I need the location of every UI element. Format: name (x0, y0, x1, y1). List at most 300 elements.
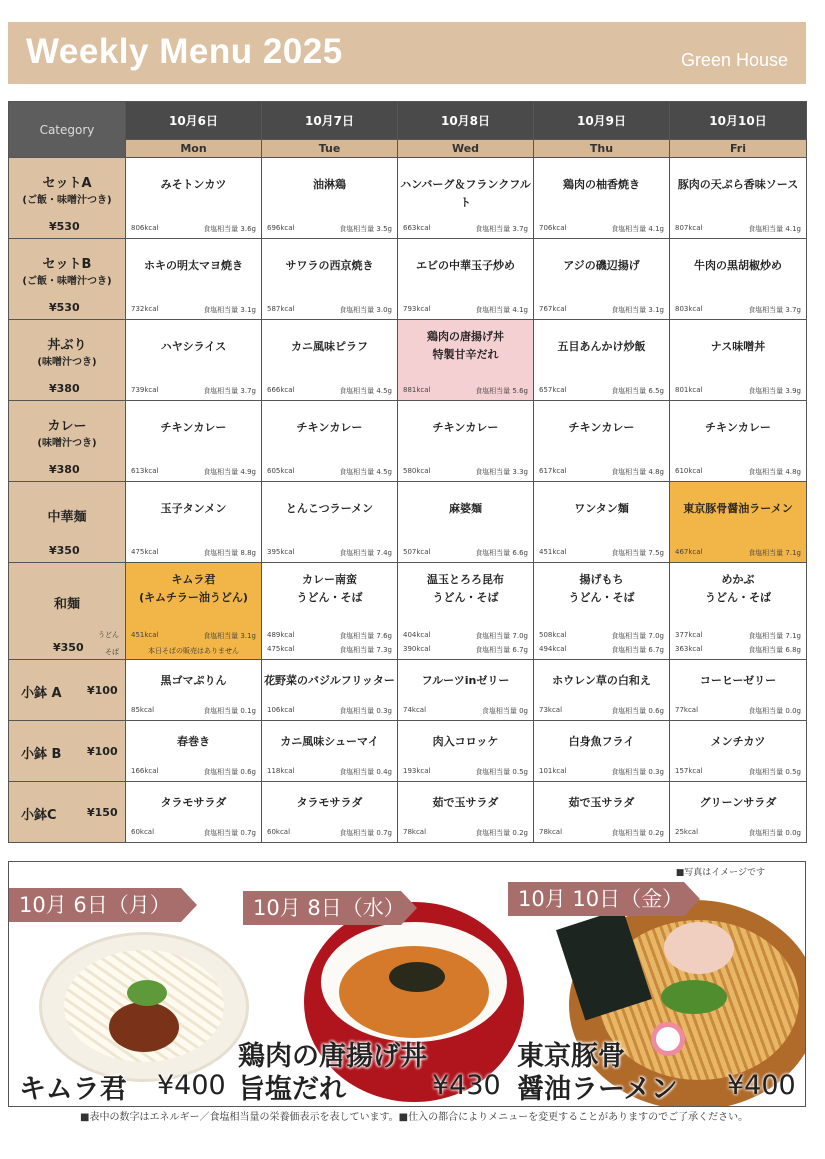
category-cell (9, 482, 126, 563)
kcal-value: 73kcal (539, 706, 563, 714)
nutrition (539, 224, 664, 234)
nutrition (539, 305, 664, 315)
category-cell (9, 158, 126, 239)
title-banner (8, 22, 806, 84)
date-header: 10月9日 (534, 102, 670, 140)
day-header: Wed (398, 140, 534, 158)
kcal-value: 739kcal (131, 386, 159, 394)
menu-row (9, 563, 807, 660)
day-header: Thu (534, 140, 670, 158)
dish-name: タラモサラダ (160, 796, 227, 809)
salt-value: 食塩相当量 0.5g (748, 768, 801, 776)
kcal-value: 610kcal (675, 467, 703, 475)
salt-value: 食塩相当量 0.5g (475, 768, 528, 776)
menu-cell (398, 239, 534, 320)
nutrition (675, 767, 801, 777)
category-name: 小鉢 A (21, 686, 62, 701)
category-price: ¥100 (87, 745, 118, 758)
salt-value: 食塩相当量 7.1g (748, 549, 801, 557)
nutrition-udon (267, 631, 392, 641)
dish-line: 温玉とろろ昆布 (427, 573, 504, 586)
nutrition (403, 224, 528, 234)
dish-line: (キムチラー油うどん) (139, 591, 248, 604)
dish-name (400, 328, 531, 364)
menu-cell (262, 239, 398, 320)
category-cell (9, 401, 126, 482)
feature-date-tag: 10月 6日（月） (9, 888, 181, 922)
nutrition-soba (403, 645, 528, 655)
menu-cell (126, 158, 262, 239)
nutrition (403, 305, 528, 315)
menu-cell (398, 660, 534, 721)
dish-name: ホウレン草の白和え (552, 674, 651, 687)
category-note: (味噌汁つき) (37, 357, 97, 368)
kcal-value: 106kcal (267, 706, 295, 714)
nutrition (131, 386, 256, 396)
kcal-value: 390kcal (403, 645, 431, 653)
salt-value: 食塩相当量 6.5g (611, 387, 664, 395)
salt-value: 食塩相当量 6.8g (748, 646, 801, 654)
nutrition (267, 767, 392, 777)
nutrition (403, 828, 528, 838)
salt-value: 食塩相当量 0.7g (339, 829, 392, 837)
date-header: 10月7日 (262, 102, 398, 140)
kcal-value: 732kcal (131, 305, 159, 313)
feature-name-line2: 旨塩だれ (238, 1074, 346, 1105)
salt-value: 食塩相当量 4.8g (748, 468, 801, 476)
kcal-value: 793kcal (403, 305, 431, 313)
nutrition (267, 828, 392, 838)
nutrition (131, 706, 256, 716)
dish-name: フルーツinゼリー (421, 674, 510, 687)
page-title: Weekly Menu 2025 (26, 32, 343, 71)
salt-value: 食塩相当量 6.7g (611, 646, 664, 654)
salt-value: 食塩相当量 4.9g (203, 468, 256, 476)
nutrition-udon (675, 631, 801, 641)
menu-cell (126, 482, 262, 563)
nutrition (539, 467, 664, 477)
brand-logo: Green House (680, 50, 788, 70)
nutrition-soba (675, 645, 801, 655)
dish-name: チキンカレー (705, 421, 771, 434)
menu-row (9, 401, 807, 482)
feature-name: 東京豚骨 (517, 1041, 625, 1072)
menu-cell (670, 320, 807, 401)
category-price: ¥350 (49, 544, 80, 557)
kcal-value: 881kcal (403, 386, 431, 394)
dish-name: ホキの明太マヨ焼き (144, 259, 243, 272)
salt-value: 食塩相当量 7.1g (748, 632, 801, 640)
menu-cell (126, 782, 262, 843)
dish-name: ハンバーグ＆フランクフルト (400, 178, 531, 209)
date-header: 10月6日 (126, 102, 262, 140)
feature-price: ¥430 (432, 1070, 501, 1101)
kcal-value: 508kcal (539, 631, 567, 639)
menu-cell (670, 660, 807, 721)
dish-line: 特製甘辛だれ (432, 348, 499, 361)
kcal-value: 605kcal (267, 467, 295, 475)
salt-value: 食塩相当量 0.2g (611, 829, 664, 837)
menu-cell (398, 721, 534, 782)
menu-cell (126, 320, 262, 401)
category-price: ¥530 (49, 220, 80, 233)
salt-value: 食塩相当量 4.1g (748, 225, 801, 233)
kcal-value: 617kcal (539, 467, 567, 475)
nutrition (675, 386, 801, 396)
green-onion-image (127, 980, 167, 1006)
menu-cell (398, 482, 534, 563)
menu-cell (262, 482, 398, 563)
dish-name: カニ風味ピラフ (291, 340, 368, 353)
nutrition (131, 631, 256, 641)
menu-cell (670, 782, 807, 843)
category-price: ¥150 (87, 806, 118, 819)
salt-value: 食塩相当量 6.7g (475, 646, 528, 654)
dish-name (400, 571, 531, 607)
nutrition (539, 767, 664, 777)
nutrition (539, 706, 664, 716)
menu-cell (534, 782, 670, 843)
kcal-value: 706kcal (539, 224, 567, 232)
dish-name: エビの中華玉子炒め (416, 259, 515, 272)
nutrition (131, 767, 256, 777)
nutrition (131, 467, 256, 477)
day-header: Tue (262, 140, 398, 158)
feature-price: ¥400 (157, 1070, 226, 1101)
date-header: 10月8日 (398, 102, 534, 140)
menu-cell (534, 401, 670, 482)
category-price: ¥350 (53, 641, 84, 654)
category-cell (9, 782, 126, 843)
dish-name: グリーンサラダ (699, 796, 777, 809)
nutrition (675, 828, 801, 838)
menu-cell (670, 721, 807, 782)
salt-value: 食塩相当量 3.3g (475, 468, 528, 476)
menu-cell (534, 158, 670, 239)
salt-value: 食塩相当量 7.0g (475, 632, 528, 640)
dish-name: チキンカレー (568, 421, 635, 434)
salt-value: 食塩相当量 0.6g (611, 707, 664, 715)
salt-value: 食塩相当量 3.5g (339, 225, 392, 233)
dish-name: 黒ゴマぷりん (160, 674, 227, 687)
kcal-value: 451kcal (131, 631, 159, 639)
category-name: 中華麺 (47, 510, 87, 525)
nutrition (539, 828, 664, 838)
kcal-value: 507kcal (403, 548, 431, 556)
dish-name: 花野菜のバジルフリッター (264, 674, 395, 687)
menu-row (9, 660, 807, 721)
kcal-value: 78kcal (403, 828, 427, 836)
salt-value: 食塩相当量 0.0g (748, 707, 801, 715)
menu-cell (670, 401, 807, 482)
dish-line: うどん・そば (568, 591, 635, 604)
nutrition (267, 706, 392, 716)
dish-name: 麻婆麺 (449, 502, 482, 515)
salt-value: 食塩相当量 0.3g (339, 707, 392, 715)
feature-date-tag: 10月 10日（金） (508, 882, 684, 916)
salt-value: 食塩相当量 7.0g (611, 632, 664, 640)
karaage-image (339, 946, 489, 1038)
menu-cell (534, 320, 670, 401)
dish-name: 豚肉の天ぷら香味ソース (677, 178, 799, 191)
kcal-value: 801kcal (675, 386, 703, 394)
dish-name: コーヒーゼリー (699, 674, 777, 687)
category-note: (ご飯・味噌汁つき) (22, 195, 112, 206)
menu-row (9, 721, 807, 782)
weekly-menu-table (8, 101, 807, 843)
nutrition (403, 386, 528, 396)
nutrition (131, 305, 256, 315)
kcal-value: 613kcal (131, 467, 159, 475)
day-header: Fri (670, 140, 807, 158)
category-header: Category (9, 102, 126, 158)
soba-unavailable-note: 本日そばの販売はありません (148, 647, 239, 655)
dish-name: みそトンカツ (160, 178, 227, 191)
kcal-value: 77kcal (675, 706, 699, 714)
naruto-image (651, 1022, 685, 1056)
salt-value: 食塩相当量 4.5g (339, 468, 392, 476)
menu-cell (534, 563, 670, 660)
menu-row (9, 158, 807, 239)
menu-cell (262, 320, 398, 401)
salt-value: 食塩相当量 3.1g (611, 306, 664, 314)
kcal-value: 193kcal (403, 767, 431, 775)
menu-cell (534, 482, 670, 563)
menu-cell (670, 563, 807, 660)
category-name: 小鉢C (21, 808, 57, 823)
dish-name: チキンカレー (296, 421, 363, 434)
salt-value: 食塩相当量 4.1g (611, 225, 664, 233)
salt-value: 食塩相当量 3.0g (339, 306, 392, 314)
salt-value: 食塩相当量 3.7g (475, 225, 528, 233)
kcal-value: 404kcal (403, 631, 431, 639)
kcal-value: 580kcal (403, 467, 431, 475)
nutrition (267, 467, 392, 477)
dish-line: うどん・そば (296, 591, 363, 604)
category-price: ¥380 (49, 382, 80, 395)
dish-line: キムラ君 (171, 573, 216, 586)
dish-name: チキンカレー (160, 421, 227, 434)
kcal-value: 467kcal (675, 548, 703, 556)
salt-value: 食塩相当量 4.1g (475, 306, 528, 314)
salt-value: 食塩相当量 8.8g (203, 549, 256, 557)
menu-cell (262, 158, 398, 239)
menu-cell-featured (398, 320, 534, 401)
menu-cell-featured (670, 482, 807, 563)
dish-name: タラモサラダ (296, 796, 363, 809)
udon-label: うどん (98, 631, 119, 639)
dish-name: 油淋鶏 (313, 178, 346, 191)
menu-cell (398, 158, 534, 239)
kcal-value: 663kcal (403, 224, 431, 232)
salt-value: 食塩相当量 5.6g (475, 387, 528, 395)
category-name: 和麺 (53, 597, 80, 612)
kcal-value: 25kcal (675, 828, 699, 836)
dish-name: 茹で玉サラダ (568, 796, 635, 809)
kcal-value: 377kcal (675, 631, 703, 639)
salt-value: 食塩相当量 3.6g (203, 225, 256, 233)
category-cell (9, 721, 126, 782)
kcal-value: 807kcal (675, 224, 703, 232)
nutrition (675, 467, 801, 477)
menu-cell (262, 660, 398, 721)
kcal-value: 489kcal (267, 631, 295, 639)
salt-value: 食塩相当量 0.7g (203, 829, 256, 837)
dish-line: 鶏肉の唐揚げ丼 (427, 330, 504, 343)
day-header: Mon (126, 140, 262, 158)
nutrition (675, 548, 801, 558)
date-header: 10月10日 (670, 102, 807, 140)
dish-name: 東京豚骨醤油ラーメン (683, 502, 793, 515)
kcal-value: 475kcal (267, 645, 295, 653)
kcal-value: 475kcal (131, 548, 159, 556)
kcal-value: 666kcal (267, 386, 295, 394)
dish-name: アジの磯辺揚げ (563, 259, 640, 272)
category-name: セットB (42, 257, 92, 272)
kcal-value: 101kcal (539, 767, 567, 775)
salt-value: 食塩相当量 7.3g (339, 646, 392, 654)
dish-line: カレー南蛮 (302, 573, 357, 586)
nutrition-udon (403, 631, 528, 641)
dish-line: めかぶ (721, 573, 755, 586)
kcal-value: 60kcal (131, 828, 155, 836)
dish-name: ナス味噌丼 (710, 340, 766, 353)
kcal-value: 767kcal (539, 305, 567, 313)
nutrition (539, 386, 664, 396)
salt-value: 食塩相当量 0.4g (339, 768, 392, 776)
footer-note: ■表中の数字はエネルギー／食塩相当量の栄養価表示を表しています。■仕入の都合によりメニューを変更することがありますのでご了承ください。 (80, 1112, 749, 1123)
chashu-image (664, 922, 734, 974)
dish-name (264, 571, 395, 607)
feature-name: 鶏肉の唐揚げ丼 (238, 1041, 427, 1072)
dish-name: 鶏肉の柚香焼き (563, 178, 640, 191)
salt-value: 食塩相当量 3.1g (203, 632, 256, 640)
feature-price: ¥400 (727, 1070, 796, 1101)
salt-value: 食塩相当量 3.1g (203, 306, 256, 314)
salt-value: 食塩相当量 0.3g (611, 768, 664, 776)
menu-cell (126, 660, 262, 721)
dish-name: サワラの西京焼き (285, 259, 374, 272)
category-price: ¥380 (49, 463, 80, 476)
menu-cell (398, 563, 534, 660)
category-cell (9, 239, 126, 320)
nutrition (403, 467, 528, 477)
dish-line: うどん・そば (432, 591, 499, 604)
dish-name: 春巻き (177, 735, 210, 748)
kcal-value: 494kcal (539, 645, 567, 653)
category-price: ¥530 (49, 301, 80, 314)
kcal-value: 696kcal (267, 224, 295, 232)
menu-cell (398, 782, 534, 843)
soba-label: そば (105, 648, 119, 656)
dish-name: ハヤシライス (160, 340, 227, 353)
menu-cell (126, 721, 262, 782)
category-cell (9, 660, 126, 721)
dish-name: 白身魚フライ (568, 735, 635, 748)
nutrition (267, 386, 392, 396)
salt-value: 食塩相当量 6.6g (475, 549, 528, 557)
nutrition-soba (539, 645, 664, 655)
nutrition (675, 224, 801, 234)
kcal-value: 166kcal (131, 767, 159, 775)
dish-name: 肉入コロッケ (432, 735, 499, 748)
feature-name-line2: 醤油ラーメン (517, 1074, 678, 1105)
nutrition (403, 548, 528, 558)
feature-name: キムラ君 (19, 1074, 127, 1105)
dish-name: 玉子タンメン (160, 502, 227, 515)
salt-value: 食塩相当量 7.6g (339, 632, 392, 640)
dish-name (536, 571, 667, 607)
menu-cell (534, 660, 670, 721)
category-price: ¥100 (87, 684, 118, 697)
nutrition (131, 548, 256, 558)
featured-dishes-section (8, 861, 806, 1107)
menu-cell (262, 563, 398, 660)
menu-cell (534, 239, 670, 320)
category-note: (味噌汁つき) (37, 438, 97, 449)
dish-name: チキンカレー (432, 421, 499, 434)
menu-cell (670, 239, 807, 320)
kcal-value: 363kcal (675, 645, 703, 653)
kcal-value: 657kcal (539, 386, 567, 394)
kimchi-topping-image (109, 1002, 179, 1052)
salt-value: 食塩相当量 0.6g (203, 768, 256, 776)
dish-name: 牛肉の黒胡椒炒め (694, 259, 782, 272)
kcal-value: 803kcal (675, 305, 703, 313)
kcal-value: 806kcal (131, 224, 159, 232)
salt-value: 食塩相当量 3.7g (203, 387, 256, 395)
salt-value: 食塩相当量 7.4g (339, 549, 392, 557)
menu-row (9, 482, 807, 563)
menu-row (9, 782, 807, 843)
nutrition (131, 828, 256, 838)
menu-cell (262, 721, 398, 782)
menu-cell (262, 782, 398, 843)
category-name: カレー (47, 419, 87, 434)
kcal-value: 78kcal (539, 828, 563, 836)
nutrition (267, 224, 392, 234)
salt-value: 食塩相当量 0.0g (748, 829, 801, 837)
menu-cell-featured (126, 563, 262, 660)
category-cell (9, 320, 126, 401)
salt-value: 食塩相当量 0.1g (203, 707, 256, 715)
menu-cell (262, 401, 398, 482)
menu-cell (670, 158, 807, 239)
kcal-value: 395kcal (267, 548, 295, 556)
salt-value: 食塩相当量 0.2g (475, 829, 528, 837)
nutrition (267, 548, 392, 558)
dish-line: うどん・そば (705, 591, 771, 604)
category-note: (ご飯・味噌汁つき) (22, 276, 112, 287)
category-name: 小鉢 B (21, 747, 62, 762)
nutrition (267, 305, 392, 315)
kcal-value: 587kcal (267, 305, 295, 313)
menu-row (9, 239, 807, 320)
dish-name: メンチカツ (710, 735, 766, 748)
dish-name: とんこつラーメン (285, 502, 374, 515)
photo-disclaimer: ■写真はイメージです (675, 868, 765, 878)
kcal-value: 451kcal (539, 548, 567, 556)
feature-date-tag: 10月 8日（水） (243, 891, 401, 925)
dish-name: 五目あんかけ炒飯 (557, 340, 646, 353)
dish-name (672, 571, 804, 607)
nutrition (403, 767, 528, 777)
salt-value: 食塩相当量 3.9g (748, 387, 801, 395)
nutrition-udon (539, 631, 664, 641)
salt-value: 食塩相当量 4.8g (611, 468, 664, 476)
kcal-value: 74kcal (403, 706, 427, 714)
nutrition (675, 305, 801, 315)
